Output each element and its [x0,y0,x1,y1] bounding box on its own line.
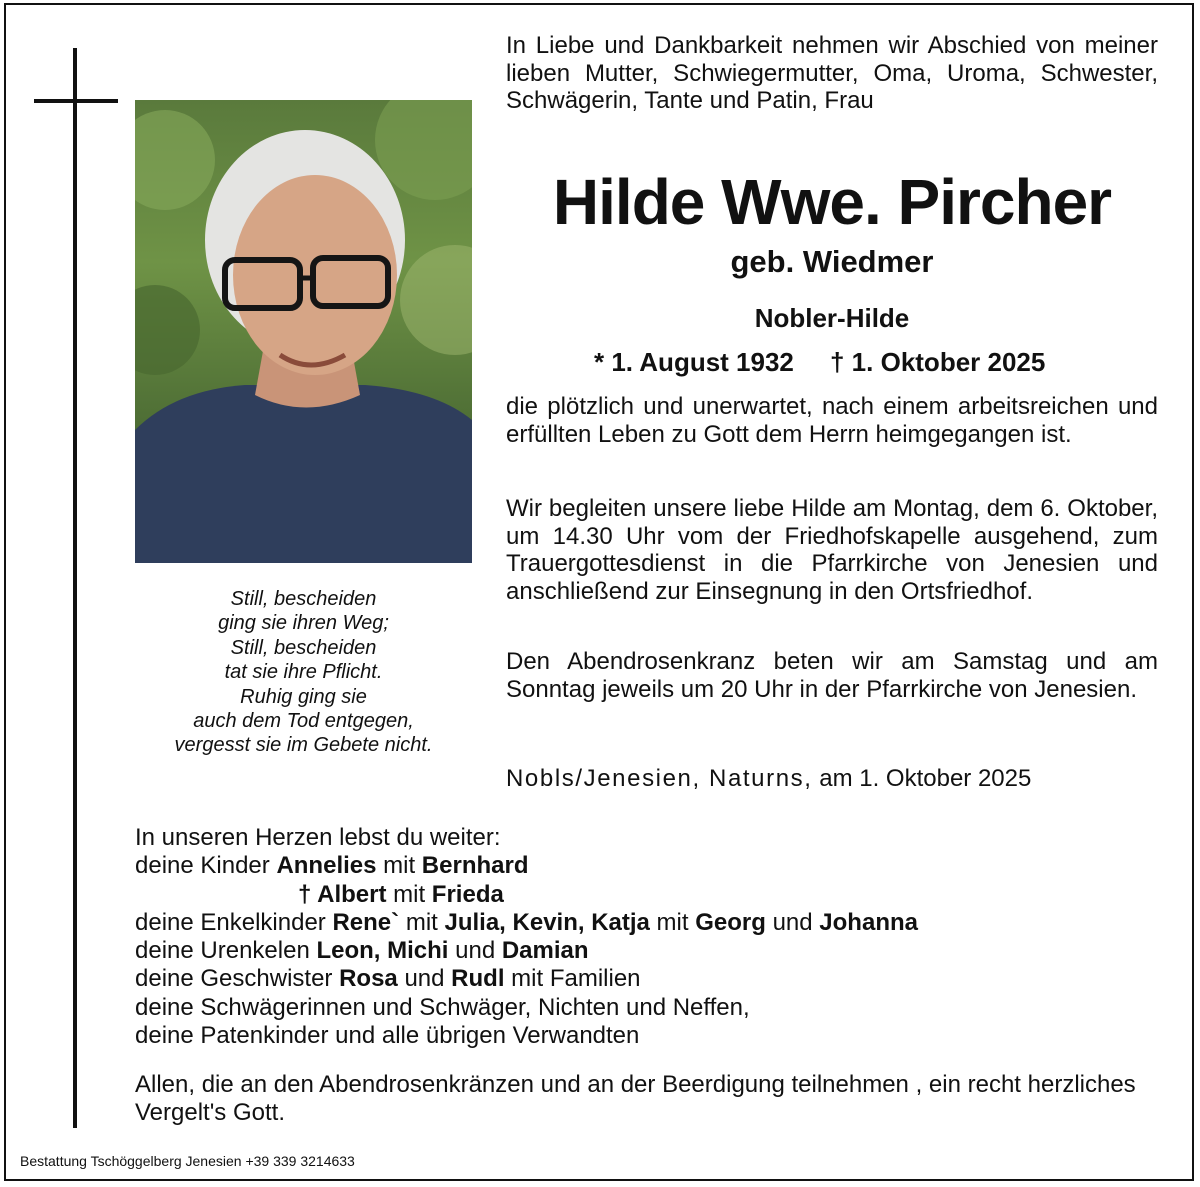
birth-date: * 1. August 1932 [594,347,794,377]
family-line-grandchildren [135,909,1165,937]
deceased-name: Hilde Wwe. Pircher [552,166,1112,238]
family-text: mit [376,852,422,880]
family-text: mit [399,908,445,936]
family-name: Georg [695,908,766,936]
nickname: Nobler-Hilde [754,303,910,333]
family-name: Annelies [276,852,377,880]
family-name: Johanna [819,908,918,936]
family-name: Rosa [339,965,398,993]
family-line-inlaws: deine Schwägerinnen und Schwäger, Nichten und Neffen, [135,993,750,1021]
family-line-godchildren: deine Patenkinder und alle übrigen Verwandten [135,1022,640,1050]
family-text: deine Urenkelen [135,937,317,965]
cross-icon [73,48,77,1128]
poem-line: ging sie ihren Weg; [218,612,389,635]
family-text: deine Kinder [135,852,277,880]
intro-text: In Liebe und Dankbarkeit nehmen wir Abschied von meiner lieben Mutter, Schwiegermutter, Oma, Uroma, Schwester, Schwägerin, Tante und Patin, Frau [506,32,1158,114]
family-line-greatgrandchildren [135,937,1165,965]
family-name: † Albert [298,880,387,908]
family-line-children [135,852,1165,880]
poem-line: tat sie ihre Pflicht. [224,661,383,684]
family-text: deine Geschwister [135,965,340,993]
cross-icon-bar [34,99,118,103]
portrait-photo-elderly-woman [135,100,472,563]
family-heading: In unseren Herzen lebst du weiter: [135,824,501,851]
place-locations: Nobls/Jenesien, Naturns, [506,765,813,792]
poem-line: Ruhig ging sie [240,685,367,708]
family-name: Leon, Michi [316,937,449,965]
family-text: mit [649,908,696,936]
portrait-photo [135,100,472,563]
family-name: Bernhard [421,852,529,880]
family-name: Julia, Kevin, Katja [444,908,650,936]
family-text: mit Familien [504,965,641,993]
family-name: Damian [501,937,589,965]
family-line-siblings [135,965,1165,993]
family-name: Rudl [451,965,505,993]
maiden-name: geb. Wiedmer [730,244,934,279]
paragraph-passing: die plötzlich und unerwartet, nach einem arbeitsreichen und erfüllten Leben zu Gott dem Herrn heimgegangen ist. [506,393,1158,448]
funeral-home-footer: Bestattung Tschöggelberg Jenesien +39 339 3214633 [20,1153,355,1169]
family-text: und [397,965,452,993]
family-text: mit [386,880,432,908]
family-list [135,824,1165,1050]
family-name: Rene` [332,908,400,936]
family-line-children-2 [135,881,1165,909]
family-name: Frieda [431,880,504,908]
life-dates [594,346,1114,378]
poem-line: auch dem Tod entgegen, [193,710,414,733]
poem [135,587,472,758]
place-date [506,764,1158,794]
paragraph-funeral: Wir begleiten unsere liebe Hilde am Montag, dem 6. Oktober, um 14.30 Uhr vom der Friedhofskapelle ausgehend, zum Trauergottesdienst in die Pfarrkirche von Jenesien und anschließend zur Einsegnung in den Ortsfriedhof. [506,495,1158,605]
poem-line: Still, bescheiden [230,636,377,659]
poem-line: Still, bescheiden [230,588,377,610]
poem-line: vergesst sie im Gebete nicht. [174,734,433,757]
thanks-text: Allen, die an den Abendrosenkränzen und an der Beerdigung teilnehmen , ein recht herzliches Vergelt's Gott. [135,1071,1136,1126]
death-date: † 1. Oktober 2025 [830,347,1046,377]
family-text: und [765,908,820,936]
place-date-text: am 1. Oktober 2025 [812,765,1032,792]
paragraph-rosary: Den Abendrosenkranz beten wir am Samstag und am Sonntag jeweils um 20 Uhr in der Pfarrkirche von Jenesien. [506,648,1158,703]
family-text: und [448,937,502,965]
family-text: deine Enkelkinder [135,908,333,936]
